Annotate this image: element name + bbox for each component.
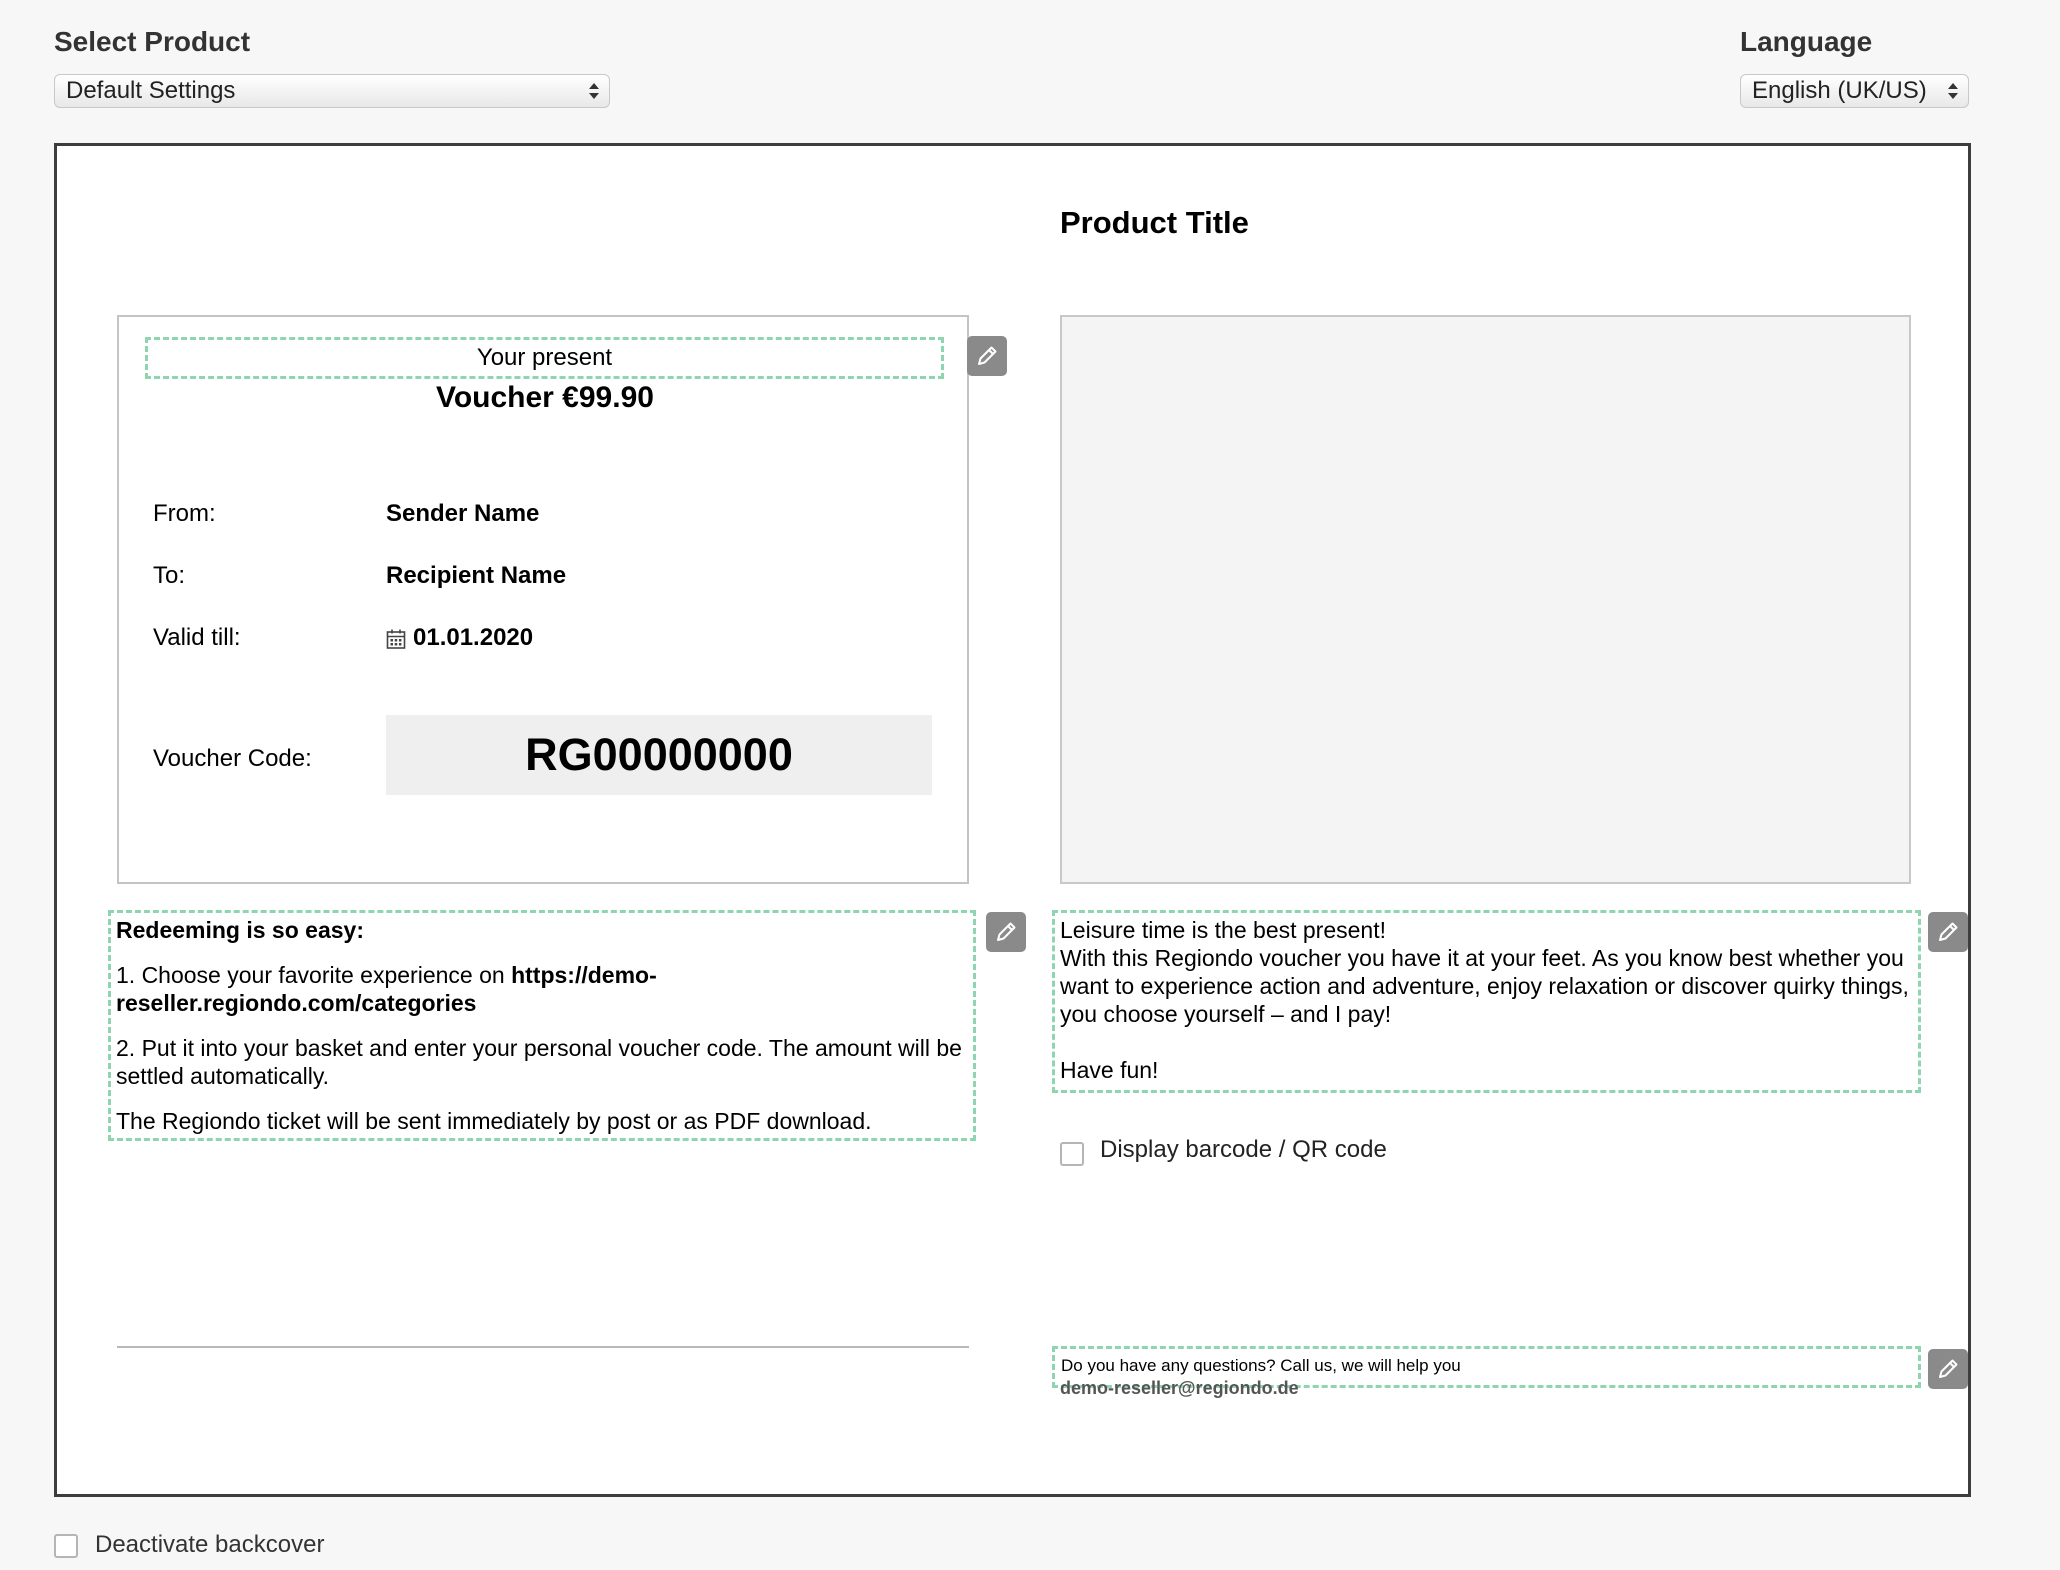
edit-greeting-button[interactable]: [1928, 912, 1968, 952]
redeem-heading: Redeeming is so easy:: [116, 917, 364, 943]
greeting-line-3: Have fun!: [1060, 1057, 1159, 1083]
voucher-code-label: Voucher Code:: [153, 745, 312, 772]
language-label: Language: [1740, 26, 1873, 57]
footer-contact-editable[interactable]: Do you have any questions? Call us, we will help you: [1052, 1346, 1921, 1388]
recipient-name: Recipient Name: [386, 562, 567, 589]
greeting-line-2: With this Regiondo voucher you have it at your feet. As you know best whether you want to experience action and adventure, enjoy relaxation or discover quirky things, you choose yourself – and I pay!: [1060, 945, 1909, 1027]
product-title: Product Title: [1060, 205, 1249, 240]
greeting-text-editable[interactable]: [1052, 910, 1921, 1093]
redeem-step-1: 1. Choose your favorite experience on https://demo-reseller.regiondo.com/categories: [116, 962, 657, 1016]
display-barcode-label: Display barcode / QR code: [1100, 1136, 1387, 1163]
pencil-icon: [975, 344, 999, 368]
display-barcode-checkbox[interactable]: [1060, 1142, 1084, 1166]
calendar-icon: [386, 628, 406, 650]
categories-link[interactable]: https://demo-reseller.regiondo.com/categories: [116, 962, 657, 1016]
to-label: To:: [153, 562, 186, 589]
sender-name: Sender Name: [386, 500, 540, 527]
language-dropdown[interactable]: [1740, 74, 1969, 108]
deactivate-backcover-checkbox[interactable]: [54, 1534, 78, 1558]
voucher-preview-canvas: [54, 143, 1971, 1497]
valid-till-label: Valid till:: [153, 624, 241, 651]
voucher-code: RG00000000: [386, 715, 932, 795]
select-product-value: Default Settings: [66, 77, 236, 104]
select-product-dropdown[interactable]: [54, 74, 610, 108]
language-value: English (UK/US): [1752, 77, 1927, 104]
pencil-icon: [994, 920, 1018, 944]
greeting-line-1: Leisure time is the best present!: [1060, 917, 1386, 943]
voucher-card: [117, 315, 969, 884]
edit-present-label-button[interactable]: [967, 336, 1007, 376]
from-label: From:: [153, 500, 216, 527]
footer-email: demo-reseller@regiondo.de: [1060, 1378, 1299, 1398]
redeem-step-2: 2. Put it into your basket and enter your personal voucher code. The amount will be settled automatically.: [116, 1035, 962, 1089]
deactivate-backcover-label: Deactivate backcover: [95, 1531, 325, 1558]
edit-footer-button[interactable]: [1928, 1349, 1968, 1389]
redeem-step-3: The Regiondo ticket will be sent immediately by post or as PDF download.: [116, 1108, 872, 1134]
footer-divider: [117, 1346, 969, 1348]
voucher-amount: Voucher €99.90: [436, 381, 654, 414]
product-image-placeholder[interactable]: [1060, 315, 1911, 884]
edit-redeem-button[interactable]: [986, 912, 1026, 952]
pencil-icon: [1936, 920, 1960, 944]
select-product-label: Select Product: [54, 26, 251, 57]
updown-arrows-icon: [1947, 79, 1959, 103]
pencil-icon: [1936, 1357, 1960, 1381]
present-label-editable[interactable]: Your present: [145, 337, 944, 379]
updown-arrows-icon: [588, 79, 600, 103]
redeem-instructions-editable[interactable]: [108, 910, 976, 1141]
valid-till-date: 01.01.2020: [413, 624, 534, 651]
